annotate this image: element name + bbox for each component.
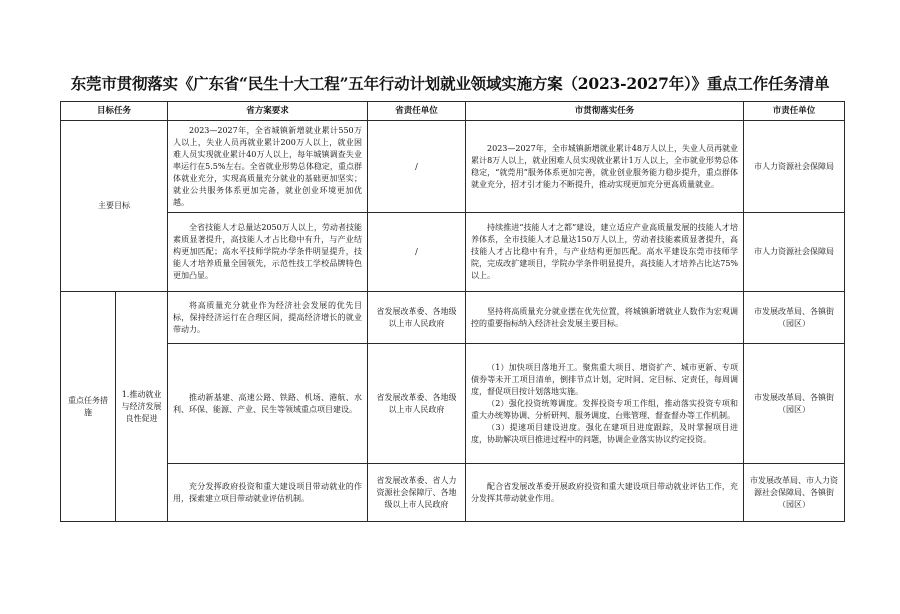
city-unit-cell: 市发展改革局、各镇街（园区） (744, 292, 845, 344)
header-target-task: 目标任务 (61, 102, 168, 121)
city-task-cell: 2023—2027年，全市城镇新增就业累计48万人以上，失业人员再就业累计8万人以上，就业困难人员实现就业累计1万人以上，全市就业形势总体稳定，“就莞用”服务体系更加完善，就业创业服务能力稳步提升，重点群体就业充分，招才引才能力不断提升，推动实现更加充分更高质量就业。 (466, 121, 744, 213)
city-task-cell (466, 344, 744, 464)
province-unit-cell: 省发展改革委、各地级以上市人民政府 (368, 344, 466, 464)
table-row (61, 344, 845, 464)
province-unit-cell: 省发展改革委、省人力资源社会保障厅、各地级以上市人民政府 (368, 464, 466, 522)
header-province-requirement: 省方案要求 (168, 102, 368, 121)
main-goal-label: 主要目标 (61, 121, 168, 292)
header-city-unit: 市责任单位 (744, 102, 845, 121)
key-tasks-sub-label: 1.推动就业与经济发展良性促进 (116, 292, 168, 522)
province-requirement-cell: 将高质量充分就业作为经济社会发展的优先目标，保持经济运行在合理区间，提高经济增长的就业带动力。 (168, 292, 368, 344)
city-unit-cell: 市人力资源社会保障局 (744, 121, 845, 213)
province-requirement-cell: 2023—2027年，全省城镇新增就业累计550万人以上，失业人员再就业累计200万人以上，就业困难人员实现就业累计40万人以上，每年城镇调查失业率运行在5.5%左右。全省就业形势总体稳定，重点群体就业充分，实现高质量充分就业的基础更加坚实；就业公共服务体系更加完备，就业创业环境更加优越。 (168, 121, 368, 213)
task-table (60, 101, 845, 522)
city-unit-cell: 市人力资源社会保障局 (744, 213, 845, 292)
key-tasks-label: 重点任务措施 (61, 292, 116, 522)
city-task-cell: 持续推进“技能人才之都”建设，建立适应产业高质量发展的技能人才培养体系，全市技能人才总量达150万人以上，劳动者技能素质显著提升，高技能人才占比稳中有升，与产业结构更加匹配。高水平建设东莞市技师学院，完成改扩建项目，学院办学条件明显提升，高技能人才培养占比达75%以上。 (466, 213, 744, 292)
province-unit-cell: / (368, 213, 466, 292)
table-row (61, 213, 845, 292)
province-requirement-cell: 充分发挥政府投资和重大建设项目带动就业的作用，探索建立项目带动就业评估机制。 (168, 464, 368, 522)
province-unit-cell: 省发展改革委、各地级以上市人民政府 (368, 292, 466, 344)
city-task-cell: 配合省发展改革委开展政府投资和重大建设项目带动就业评估工作，充分发挥其带动就业作用。 (466, 464, 744, 522)
province-requirement-cell: 推动新基建、高速公路、铁路、机场、港航、水利、环保、能源、产业、民生等领域重点项目建设。 (168, 344, 368, 464)
header-province-unit: 省责任单位 (368, 102, 466, 121)
city-task-cell: 坚持将高质量充分就业摆在优先位置，将城镇新增就业人数作为宏观调控的重要指标纳入经济社会发展主要目标。 (466, 292, 744, 344)
city-task-item: （3）提速项目建设进度。强化在建项目进度跟踪，及时掌握项目进度，协助解决项目推进过程中的问题，协调企业落实协议约定投资。 (471, 422, 739, 444)
header-city-task: 市贯彻落实任务 (466, 102, 744, 121)
province-requirement-cell: 全省技能人才总量达2050万人以上，劳动者技能素质显著提升，高技能人才占比稳中有升，与产业结构更加匹配；高水平技师学院办学条件明显提升，技能人才培养质量全国领先，示范性技工学校品牌特色更加凸显。 (168, 213, 368, 292)
document-title: 东莞市贯彻落实《广东省“民生十大工程”五年行动计划就业领域实施方案（2023-2027年）》重点工作任务清单 (70, 74, 830, 93)
table-row (61, 292, 845, 344)
table-row (61, 464, 845, 522)
province-unit-cell: / (368, 121, 466, 213)
table-row (61, 121, 845, 213)
city-task-item: （2）强化投资统筹调度。发挥投资专项工作组，推动落实投资专项和重大办统筹协调、分析研判、服务调度、台账管理、督查督办等工作机制。 (471, 398, 739, 420)
city-unit-cell: 市发展改革局、各镇街（园区） (744, 344, 845, 464)
city-task-item: （1）加快项目落地开工。聚焦重大项目、增资扩产、城市更新、专项债券等未开工项目清单，倒排节点计划，定时间、定目标、定责任，每周调度，督促项目按计划落地实施。 (471, 362, 739, 396)
city-unit-cell: 市发展改革局、市人力资源社会保障局、各镇街（园区） (744, 464, 845, 522)
table-header-row (61, 102, 845, 121)
